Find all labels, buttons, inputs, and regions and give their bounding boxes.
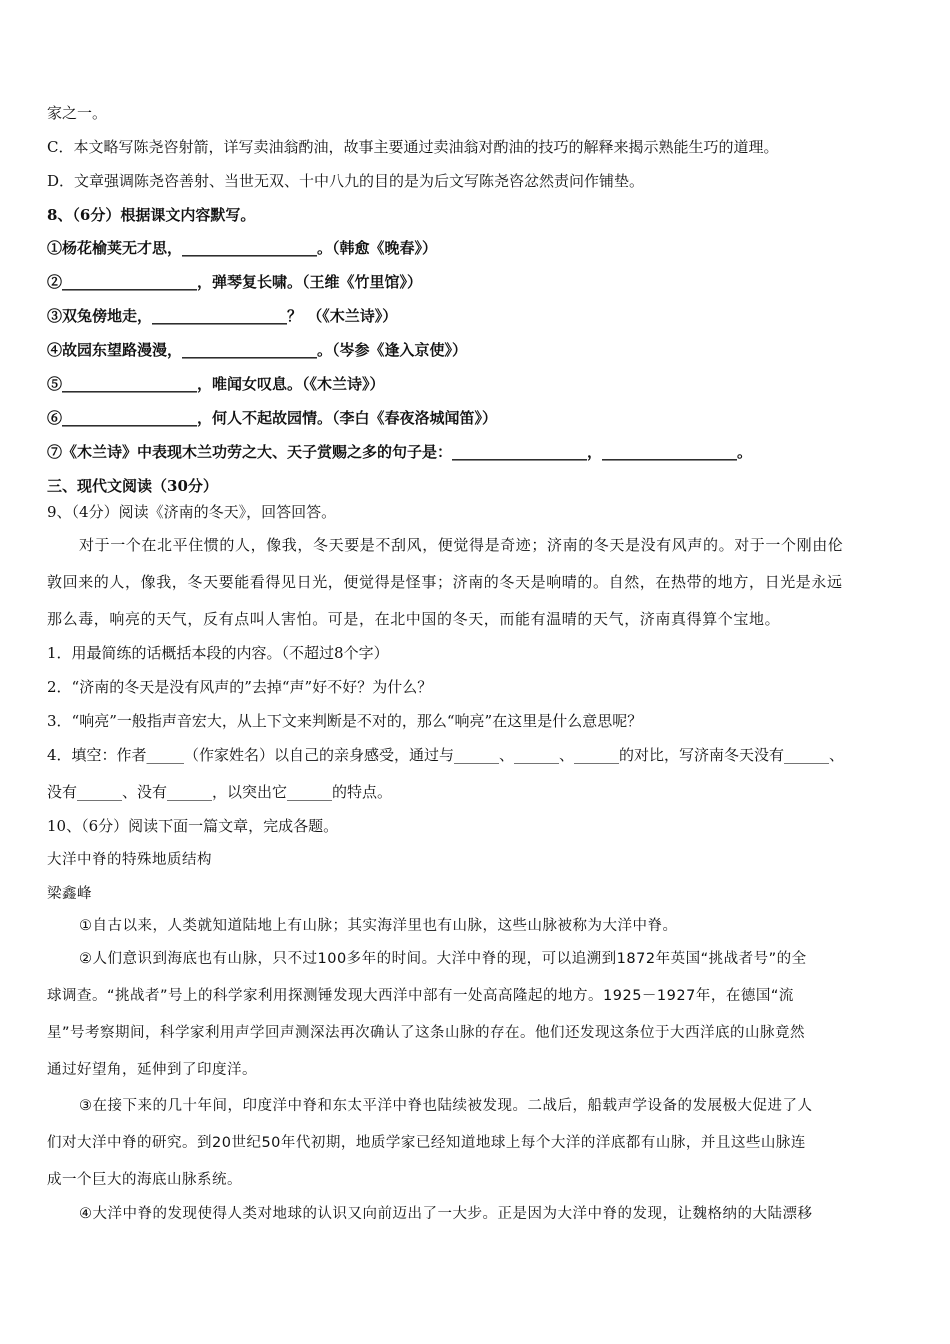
article-paragraph-1: ①自古以来，人类就知道陆地上有山脉；其实海洋里也有山脉，这些山脉被称为大洋中脊。 xyxy=(79,918,678,934)
article-paragraph-2-line-4: 通过好望角，延伸到了印度洋。 xyxy=(47,1062,257,1078)
q7-continuation-line: 家之一。 xyxy=(47,104,108,122)
article-paragraph-4-line-1: ④大洋中脊的发现使得人类对地球的认识又向前迈出了一大步。正是因为大洋中脊的发现，让魏格纳的大陆漂移 xyxy=(79,1206,813,1222)
q9-passage-line-3: 那么毒，响亮的天气，反有点叫人害怕。可是，在北中国的冬天，而能有温晴的天气，济南真得算个宝地。 xyxy=(47,610,781,628)
q8-item-5: ⑤__________________，唯闻女叹息。（《木兰诗》） xyxy=(47,375,385,393)
q9-passage-line-1: 对于一个在北平住惯的人，像我，冬天要是不刮风，便觉得是奇迹；济南的冬天是没有风声的。对于一个刚由伦 xyxy=(79,536,844,554)
q9-passage-line-2: 敦回来的人，像我，冬天要能看得见日光，便觉得是怪事；济南的冬天是响晴的。自然，在热带的地方，日光是永远 xyxy=(47,573,843,591)
q7-option-d: D．文章强调陈尧咨善射、当世无双、十中八九的目的是为后文写陈尧咨忿然责问作铺垫。 xyxy=(47,172,645,190)
q8-item-7: ⑦《木兰诗》中表现木兰功劳之大、天子赏赐之多的句子是：__________________，__________________。 xyxy=(47,443,753,461)
q9-question-1: 1．用最简练的话概括本段的内容。（不超过8个字） xyxy=(47,644,389,662)
article-paragraph-3-line-1: ③在接下来的几十年间，印度洋中脊和东太平洋中脊也陆续被发现。二战后，船载声学设备的发展极大促进了人 xyxy=(79,1098,813,1114)
section-heading: 三、现代文阅读（30分） xyxy=(47,477,218,495)
q9-title: 9、（4分）阅读《济南的冬天》，回答回答。 xyxy=(47,503,337,521)
q9-question-4: 4．填空：作者_____（作家姓名）以自己的亲身感受，通过与______、______、______的对比，写济南冬天没有______、 xyxy=(47,746,845,764)
q8-item-4: ④故园东望路漫漫，__________________。（岑参《逢入京使》） xyxy=(47,341,468,359)
q9-question-2: 2．“济南的冬天是没有风声的”去掉“声”好不好？为什么？ xyxy=(47,678,433,696)
q8-item-3: ③双兔傍地走，__________________？ （《木兰诗》） xyxy=(47,307,398,325)
article-author: 梁鑫峰 xyxy=(47,886,92,902)
article-paragraph-3-line-2: 们对大洋中脊的研究。到20世纪50年代初期，地质学家已经知道地球上每个大洋的洋底都有山脉，并且这些山脉连 xyxy=(47,1135,806,1151)
article-paragraph-2-line-2: 球调查。“挑战者”号上的科学家利用探测锤发现大西洋中部有一处高高隆起的地方。1925－1927年，在德国“流 xyxy=(47,988,794,1004)
article-paragraph-3-line-3: 成一个巨大的海底山脉系统。 xyxy=(47,1172,242,1188)
q7-option-c: C．本文略写陈尧咨射箭，详写卖油翁酌油，故事主要通过卖油翁对酌油的技巧的解释来揭示熟能生巧的道理。 xyxy=(47,138,779,156)
q9-question-4-cont: 没有______、没有______，以突出它______的特点。 xyxy=(47,783,393,801)
article-title: 大洋中脊的特殊地质结构 xyxy=(47,852,212,868)
q8-title: 8、（6分）根据课文内容默写。 xyxy=(47,206,256,224)
article-paragraph-2-line-3: 星”号考察期间，科学家利用声学回声测深法再次确认了这条山脉的存在。他们还发现这条位于大西洋底的山脉竟然 xyxy=(47,1025,806,1041)
article-paragraph-2-line-1: ②人们意识到海底也有山脉，只不过100多年的时间。大洋中脊的现，可以追溯到1872年英国“挑战者号”的全 xyxy=(79,951,807,967)
q9-question-3: 3．“响亮”一般指声音宏大，从上下文来判断是不对的，那么“响亮”在这里是什么意思呢？ xyxy=(47,712,643,730)
q8-item-6: ⑥__________________，何人不起故园情。（李白《春夜洛城闻笛》） xyxy=(47,409,498,427)
q8-item-1: ①杨花榆荚无才思，__________________。（韩愈《晚春》） xyxy=(47,239,438,257)
q8-item-2: ②__________________，弹琴复长啸。（王维《竹里馆》） xyxy=(47,273,423,291)
q10-title: 10、（6分）阅读下面一篇文章，完成各题。 xyxy=(47,817,339,835)
